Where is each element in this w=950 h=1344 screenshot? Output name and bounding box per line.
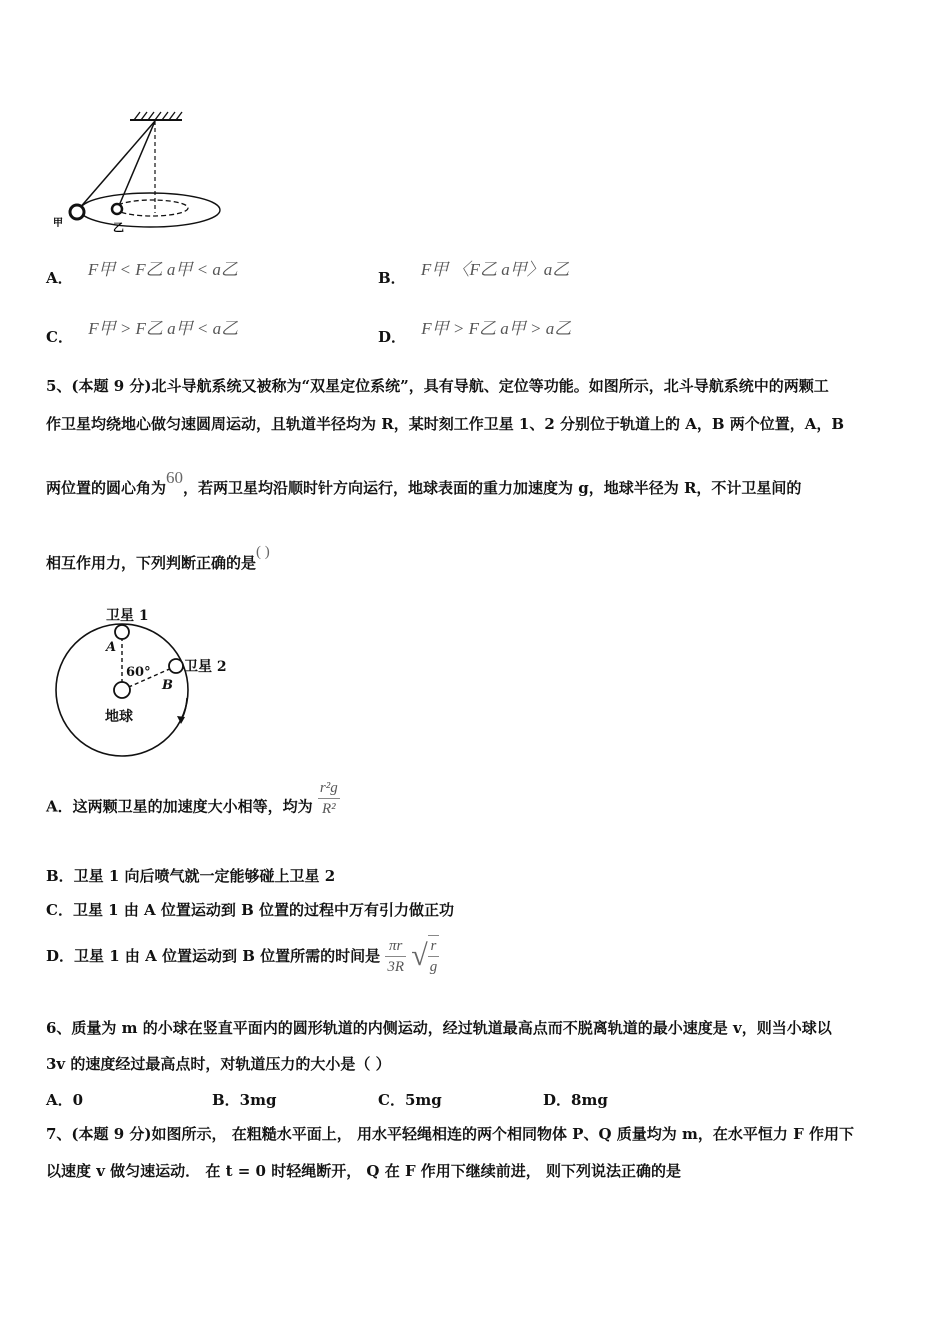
- satellite-2: [169, 659, 183, 673]
- q5-line3: 两位置的圆心角为60，若两卫星均沿顺时针方向运行，地球表面的重力加速度为 g，地球半径为 R，不计卫星间的: [46, 468, 802, 497]
- q4-option-b: B． F甲 〈F乙 a甲〉a乙: [378, 260, 570, 287]
- ball-jia: [70, 205, 84, 219]
- label-point-a: A: [106, 640, 117, 655]
- q6-option-d: D．8mg: [543, 1091, 608, 1109]
- q5-line4: 相互作用力，下列判断正确的是( ): [46, 544, 270, 572]
- q6-option-b: B．3mg: [212, 1091, 277, 1109]
- q4-option-d-expr: F甲 > F乙 a甲 > a乙: [421, 319, 572, 338]
- inner-orbit: [116, 200, 188, 216]
- label-jia: 甲: [53, 218, 63, 229]
- q7-line2: 以速度 v 做匀速运动． 在 t = 0 时轻绳断开， Q 在 F 作用下继续前进， 则下列说法正确的是: [46, 1162, 682, 1180]
- q4-option-c-expr: F甲 > F乙 a甲 < a乙: [88, 319, 239, 338]
- q4-option-d: D． F甲 > F乙 a甲 > a乙: [378, 319, 572, 346]
- q5-option-a: A．这两颗卫星的加速度大小相等，均为 $\frac{\text{r²g}}{\text{R²}}$: [46, 780, 338, 817]
- q5-option-c: C．卫星 1 由 A 位置运动到 B 位置的过程中万有引力做正功: [46, 901, 455, 919]
- q6-line1: 6、质量为 m 的小球在竖直平面内的圆形轨道的内侧运动，经过轨道最高点而不脱离轨道的最小速度是 v，则当小球以: [46, 1019, 832, 1037]
- q5-line2: 作卫星均绕地心做匀速圆周运动，且轨道半径均为 R，某时刻工作卫星 1、2 分别位于轨道上的 A，B 两个位置，A，B: [46, 415, 845, 433]
- label-point-b: B: [162, 678, 173, 693]
- q7-line1: 7、(本题 9 分)如图所示， 在粗糙水平面上， 用水平轻绳相连的两个相同物体 P、Q 质量均为 m，在水平恒力 F 作用下: [46, 1125, 854, 1143]
- string-jia: [78, 121, 155, 210]
- earth: [114, 682, 130, 698]
- arrow-head: [177, 716, 185, 724]
- satellite-1: [115, 625, 129, 639]
- label-earth: 地球: [105, 709, 133, 725]
- q5-option-a-fraction: $\frac{\text{r²g}}{\text{R²}}$: [319, 780, 338, 817]
- q6-option-a: A．0: [46, 1091, 84, 1109]
- label-satellite-2: 卫星 2: [184, 659, 227, 675]
- q5-option-d-fraction: $\frac{\pi r}{3R}$: [387, 937, 405, 975]
- q4-option-c: C． F甲 > F乙 a甲 < a乙: [46, 319, 239, 346]
- q6-option-c: C．5mg: [378, 1091, 442, 1109]
- label-satellite-1: 卫星 1: [106, 608, 149, 624]
- q5-option-d-sqrt: √ $\frac{r}{g}$: [411, 935, 439, 977]
- label-yi: 乙: [113, 221, 124, 234]
- q5-angle: 60: [166, 468, 184, 487]
- label-angle: 60°: [126, 665, 151, 680]
- outer-orbit: [80, 193, 220, 227]
- q5-line1: 5、(本题 9 分)北斗导航系统又被称为“双星定位系统”，具有导航、定位等功能。如图所示，北斗导航系统中的两颗工: [46, 377, 829, 395]
- q4-option-a-expr: F甲 < F乙 a甲 < a乙: [87, 260, 238, 279]
- q4-option-a: A． F甲 < F乙 a甲 < a乙: [46, 260, 238, 287]
- q5-answer-paren: ( ): [256, 544, 270, 560]
- q5-option-d: D．卫星 1 由 A 位置运动到 B 位置所需的时间是 $\frac{\pi r}{3R}$ √ $\frac{r}{g}$: [46, 935, 439, 977]
- q6-line2: 3v 的速度经过最高点时，对轨道压力的大小是（ ）: [46, 1055, 391, 1073]
- q4-option-b-expr: F甲 〈F乙 a甲〉a乙: [420, 260, 570, 279]
- conical-pendulum-figure: [50, 108, 230, 238]
- satellite-orbit-figure: [50, 600, 250, 760]
- string-yi: [118, 121, 155, 208]
- ball-yi: [112, 204, 122, 214]
- q5-option-b: B．卫星 1 向后喷气就一定能够碰上卫星 2: [46, 867, 336, 885]
